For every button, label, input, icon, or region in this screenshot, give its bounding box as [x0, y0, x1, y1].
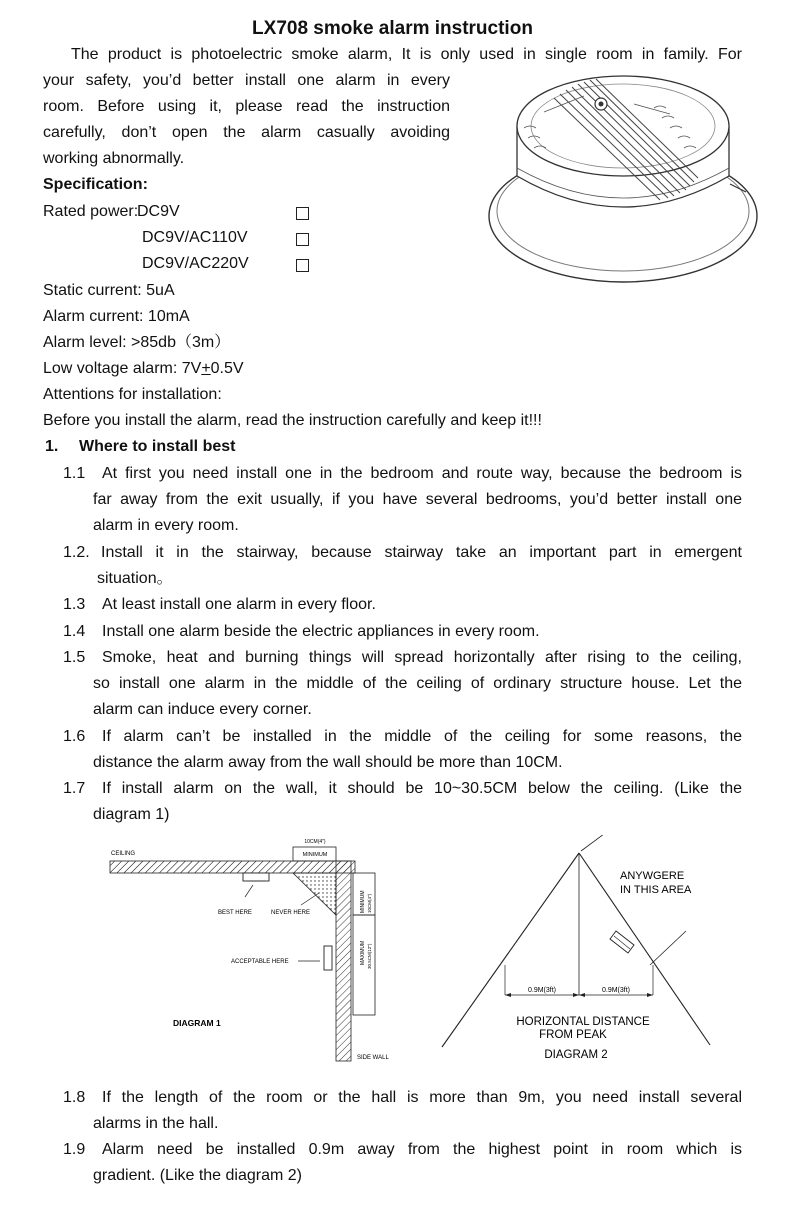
static-current: Static current: 5uA	[43, 282, 175, 299]
plus-minus-sign: +	[201, 360, 211, 377]
alarm-current: Alarm current: 10mA	[43, 308, 190, 325]
acceptable-here-label: ACCEPTABLE HERE	[231, 959, 289, 965]
low-voltage-suffix: 0.5V	[210, 360, 244, 377]
never-here-label: NEVER HERE	[271, 910, 311, 916]
item-number: 1.8	[63, 1089, 86, 1106]
power-option-1: DC9V	[137, 203, 180, 220]
before-install-note: Before you install the alarm, read the instruction carefully and keep it!!!	[43, 412, 542, 429]
power-option-3-checkbox[interactable]	[296, 259, 309, 272]
item-line: so install one alarm in the middle of the ceiling of ordinary structure house. Let the	[93, 675, 742, 692]
minimum-side-label: MINIMUM	[360, 890, 366, 913]
anywhere-label-2: IN THIS AREA	[620, 884, 692, 896]
power-option-2: DC9V/AC110V	[142, 229, 248, 246]
minimum-top-label: MINIMUM	[302, 852, 328, 858]
item-number: 1.4	[63, 623, 86, 640]
item-line: If the length of the room or the hall is more than 9m, you need install several	[102, 1089, 742, 1106]
minimum-side-dim: 10CM(4")	[367, 893, 372, 913]
item-line: If install alarm on the wall, it should be 10~30.5CM below the ceiling. (Like the	[102, 780, 742, 797]
diagram-2-label: DIAGRAM 2	[544, 1049, 608, 1061]
diagram-1-label: DIAGRAM 1	[173, 1018, 221, 1028]
item-number: 1.3	[63, 596, 86, 613]
item-line: gradient. (Like the diagram 2)	[93, 1167, 302, 1184]
item-number: 1.2.	[63, 544, 90, 561]
item-line: alarms in the hall.	[93, 1115, 219, 1132]
item-line: alarm can induce every corner.	[93, 701, 312, 718]
item-line: diagram 1)	[93, 806, 170, 823]
item-number: 1.6	[63, 728, 86, 745]
item-line: Smoke, heat and burning things will spread horizontally after rising to the ceiling,	[102, 649, 742, 666]
rated-power-label: Rated power:	[43, 203, 139, 220]
horizontal-distance-label-1: HORIZONTAL DISTANCE	[516, 1016, 650, 1028]
horizontal-distance-label-2: FROM PEAK	[539, 1029, 607, 1041]
intro-line-5: working abnormally.	[43, 150, 185, 167]
item-line: Install it in the stairway, because stairway take an important part in emergent	[101, 544, 742, 561]
item-line: distance the alarm away from the wall should be more than 10CM.	[93, 754, 563, 771]
intro-line-3: room. Before using it, please read the instruction	[43, 98, 450, 115]
dim-top-label: 10CM(4")	[304, 839, 326, 845]
section-1-heading: Where to install best	[79, 438, 236, 455]
attentions-heading: Attentions for installation:	[43, 386, 222, 403]
distance-right-label: 0.9M(3ft)	[601, 987, 631, 994]
item-number: 1.7	[63, 780, 86, 797]
intro-line-4: carefully, don’t open the alarm casually avoiding	[43, 124, 450, 141]
maximum-side-label: MAXIMUM	[360, 940, 366, 965]
item-line: Alarm need be installed 0.9m away from the highest point in room which is	[102, 1141, 742, 1158]
spec-heading: Specification:	[43, 176, 148, 193]
item-line: alarm in every room.	[93, 517, 239, 534]
low-voltage-prefix: Low voltage alarm: 7V	[43, 360, 202, 377]
document-title: LX708 smoke alarm instruction	[252, 18, 533, 39]
distance-left-label: 0.9M(3ft)	[527, 987, 557, 994]
item-line: If alarm can’t be installed in the middle of the ceiling for some reasons, the	[102, 728, 742, 745]
low-voltage-alarm	[43, 359, 244, 379]
item-line: Install one alarm beside the electric appliances in every room.	[102, 623, 540, 640]
power-option-1-checkbox[interactable]	[296, 207, 309, 220]
power-option-3: DC9V/AC220V	[142, 255, 249, 272]
item-number: 1.9	[63, 1141, 86, 1158]
item-line: At least install one alarm in every floor.	[102, 596, 376, 613]
maximum-side-dim: 30.5CM(12")	[367, 943, 372, 969]
diagram-1	[105, 835, 425, 1070]
smoke-alarm-illustration	[484, 68, 762, 290]
item-line: far away from the exit usually, if you have several bedrooms, you’d better install one	[93, 491, 742, 508]
ceiling-label: CEILING	[111, 851, 136, 857]
item-number: 1.5	[63, 649, 86, 666]
intro-line-2: your safety, you’d better install one alarm in every	[43, 72, 450, 89]
diagram-2	[438, 835, 738, 1067]
section-1-number: 1.	[45, 438, 59, 455]
power-option-2-checkbox[interactable]	[296, 233, 309, 246]
item-number: 1.1	[63, 465, 86, 482]
best-here-label: BEST HERE	[218, 910, 252, 916]
item-line: At first you need install one in the bedroom and route way, because the bedroom is	[102, 465, 742, 482]
intro-line-1: The product is photoelectric smoke alarm, It is only used in single room in family. For	[71, 46, 742, 63]
item-line: situation。	[97, 570, 173, 587]
alarm-level: Alarm level: >85db（3m）	[43, 334, 231, 351]
anywhere-label-1: ANYWGERE	[620, 870, 685, 882]
side-wall-label: SIDE WALL	[357, 1055, 389, 1061]
